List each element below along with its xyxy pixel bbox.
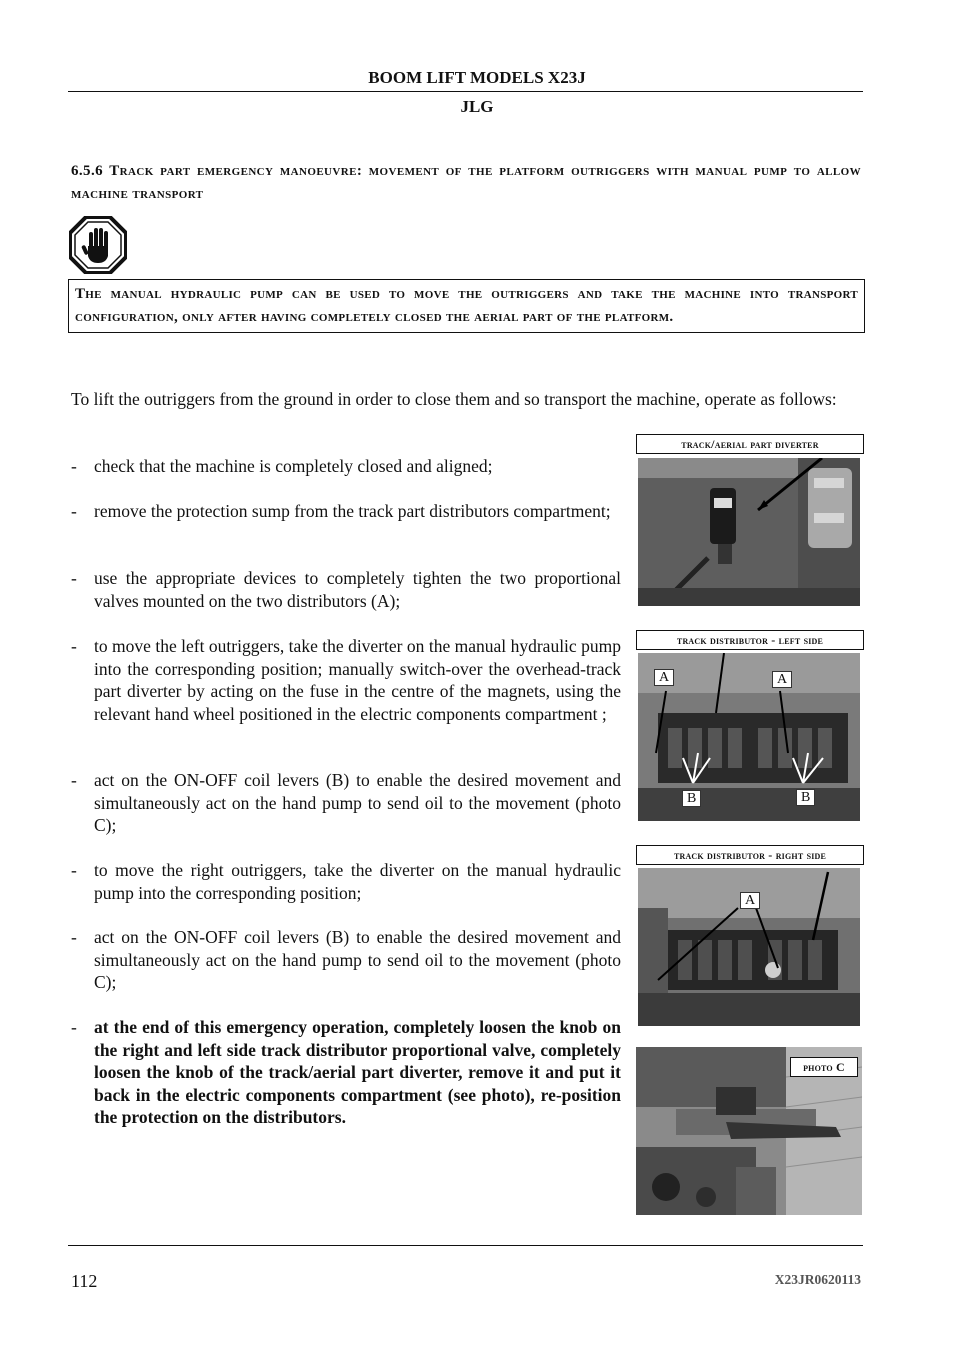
section-heading: 6.5.6 Track part emergency manoeuvre: movement of the platform outriggers with manual pump to allow machine transport <box>71 163 861 202</box>
photo-caption: photo C <box>790 1057 858 1077</box>
header-divider <box>68 91 863 92</box>
document-title: BOOM LIFT MODELS X23J <box>368 68 586 87</box>
list-dash: - <box>71 636 77 656</box>
step-text: check that the machine is completely closed and aligned; <box>94 456 493 476</box>
warning-box: The manual hydraulic pump can be used to move the outriggers and take the machine into transport configuration, only after having completely closed the aerial part of the platform. <box>68 279 865 333</box>
list-dash: - <box>71 456 77 476</box>
step-text: act on the ON-OFF coil levers (B) to enable the desired movement and simultaneously act on the hand pump to send oil to the movement (photo C); <box>94 770 621 835</box>
label-a: A <box>654 669 674 686</box>
label-b: B <box>796 789 815 806</box>
label-a: A <box>772 671 792 688</box>
list-item <box>71 926 621 994</box>
photo-diverter <box>638 458 860 606</box>
photo-right-distributor <box>638 868 860 1026</box>
list-item <box>71 1016 621 1129</box>
intro-paragraph: To lift the outriggers from the ground in order to close them and so transport the machine, operate as follows: <box>71 389 837 409</box>
photo-caption: track distributor - left side <box>636 630 864 650</box>
step-text: to move the right outriggers, take the diverter on the manual hydraulic pump into the corresponding position; <box>94 860 621 903</box>
step-text: use the appropriate devices to completely tighten the two proportional valves mounted on the two distributors (A); <box>94 568 621 611</box>
list-dash: - <box>71 501 77 521</box>
label-b: B <box>682 790 701 807</box>
photo-caption: track/aerial part diverter <box>636 434 864 454</box>
step-text: at the end of this emergency operation, completely loosen the knob on the right and left side track distributor proportional valve, completely loosen the knob of the track/aerial part diverter, remove it and put it back in the electric components compartment (see photo), re-position the protection on the distributors. <box>94 1017 621 1127</box>
document-brand: JLG <box>460 97 494 116</box>
label-a: A <box>740 892 760 909</box>
photo-left-distributor <box>638 653 860 821</box>
document-code: X23JR0620113 <box>774 1272 861 1287</box>
step-text: to move the left outriggers, take the diverter on the manual hydraulic pump into the corresponding position; manually switch-over the overhead-track part diverter by acting on the fuse in the centre of the magnets, using the relevant hand wheel positioned in the electric components compartment ; <box>94 636 621 724</box>
footer-divider <box>68 1245 863 1246</box>
list-dash: - <box>71 568 77 588</box>
list-item <box>71 769 621 837</box>
page-number: 112 <box>71 1271 98 1291</box>
list-dash: - <box>71 1017 77 1037</box>
list-item <box>71 635 621 725</box>
step-text: remove the protection sump from the track part distributors compartment; <box>94 501 611 521</box>
list-item <box>71 455 621 478</box>
photo-c <box>636 1047 862 1215</box>
list-dash: - <box>71 927 77 947</box>
list-dash: - <box>71 770 77 790</box>
list-item <box>71 500 621 523</box>
list-item <box>71 859 621 904</box>
list-item <box>71 567 621 612</box>
list-dash: - <box>71 860 77 880</box>
photo-caption: track distributor - right side <box>636 845 864 865</box>
step-text: act on the ON-OFF coil levers (B) to enable the desired movement and simultaneously act on the hand pump to send oil to the movement (photo C); <box>94 927 621 992</box>
stop-hand-icon <box>69 216 127 274</box>
